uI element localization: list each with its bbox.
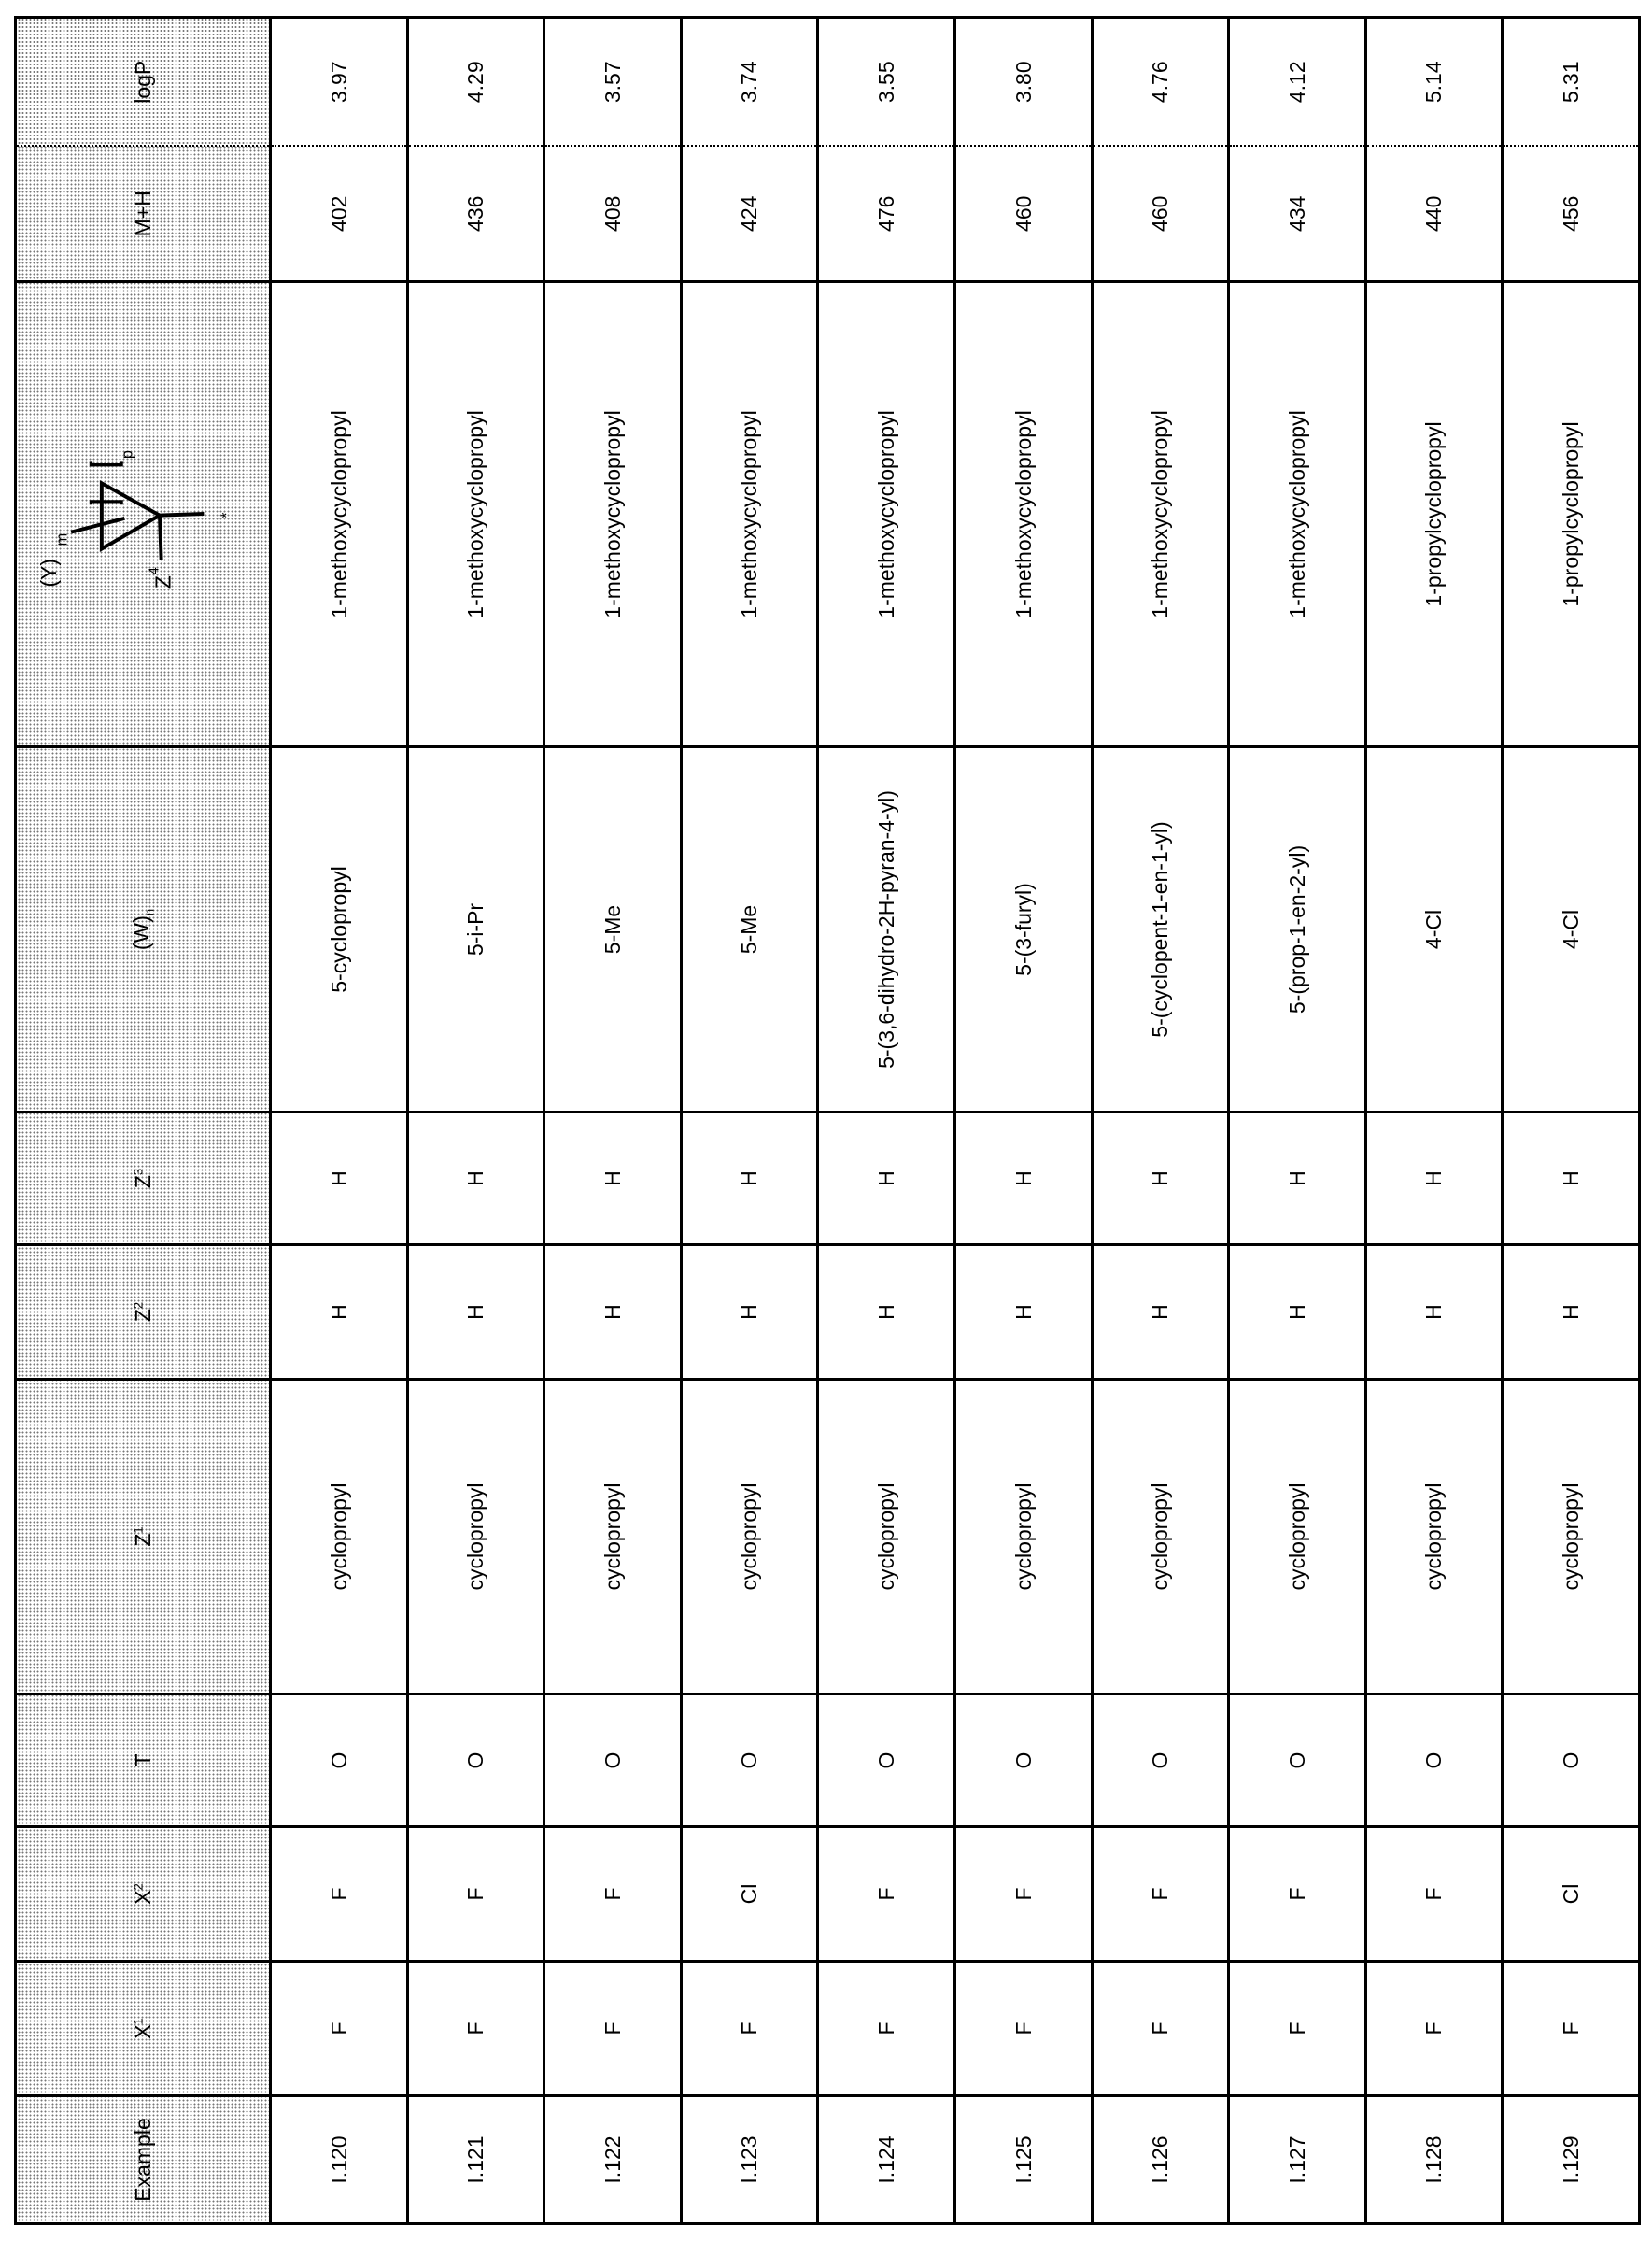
cell-z1: cyclopropyl (271, 1380, 408, 1695)
cell-y: 1-propylcyclopropyl (1365, 282, 1503, 747)
cell-mh: 434 (1229, 147, 1366, 282)
cell-logp: 5.31 (1503, 18, 1640, 147)
cell-z3: H (1229, 1113, 1366, 1245)
cell-z3: H (544, 1113, 682, 1245)
cell-logp: 4.76 (1092, 18, 1229, 147)
cell-z1: cyclopropyl (954, 1380, 1092, 1695)
cell-z2: H (954, 1245, 1092, 1380)
table-row (954, 18, 1092, 2224)
svg-text:m: m (53, 533, 70, 546)
cell-x2: F (271, 1827, 408, 1962)
cell-w: 5-cyclopropyl (271, 747, 408, 1113)
table-body (271, 18, 1640, 2224)
cell-z1: cyclopropyl (1229, 1380, 1366, 1695)
cell-logp: 3.57 (544, 18, 682, 147)
cell-x2: F (1365, 1827, 1503, 1962)
cell-x2: F (407, 1827, 544, 1962)
header-x1: X1 (16, 1962, 271, 2096)
cell-z2: H (818, 1245, 955, 1380)
table-row (1229, 18, 1366, 2224)
table-row (407, 18, 544, 2224)
cell-mh: 402 (271, 147, 408, 282)
cell-z1: cyclopropyl (407, 1380, 544, 1695)
cell-mh: 456 (1503, 147, 1640, 282)
table-row (544, 18, 682, 2224)
cell-mh: 460 (1092, 147, 1229, 282)
cell-z1: cyclopropyl (1503, 1380, 1640, 1695)
cell-x2: F (1229, 1827, 1366, 1962)
cell-logp: 3.55 (818, 18, 955, 147)
cell-example: I.122 (544, 2096, 682, 2224)
cell-logp: 4.29 (407, 18, 544, 147)
header-row (16, 18, 271, 2224)
cell-z1: cyclopropyl (1365, 1380, 1503, 1695)
cell-mh: 460 (954, 147, 1092, 282)
svg-text:p: p (120, 451, 136, 460)
header-z1: Z1 (16, 1380, 271, 1695)
cell-t: O (681, 1695, 818, 1827)
cell-y: 1-methoxycyclopropyl (1092, 282, 1229, 747)
cell-x1: F (1503, 1962, 1640, 2096)
cell-w: 5-(cyclopent-1-en-1-yl) (1092, 747, 1229, 1113)
cell-example: I.129 (1503, 2096, 1640, 2224)
cell-x1: F (1092, 1962, 1229, 2096)
cell-x2: F (544, 1827, 682, 1962)
cell-t: O (1229, 1695, 1366, 1827)
cell-x1: F (271, 1962, 408, 2096)
compound-table (14, 16, 1641, 2225)
cell-example: I.120 (271, 2096, 408, 2224)
cell-x1: F (544, 1962, 682, 2096)
cell-y: 1-methoxycyclopropyl (544, 282, 682, 747)
cell-t: O (954, 1695, 1092, 1827)
cell-x2: Cl (1503, 1827, 1640, 1962)
cell-logp: 4.12 (1229, 18, 1366, 147)
cell-x1: F (954, 1962, 1092, 2096)
cyclopropyl-structure-drawing (31, 435, 255, 594)
cell-z1: cyclopropyl (1092, 1380, 1229, 1695)
cell-z3: H (271, 1113, 408, 1245)
cell-z2: H (271, 1245, 408, 1380)
table-row (1092, 18, 1229, 2224)
cell-t: O (1365, 1695, 1503, 1827)
cell-logp: 5.14 (1365, 18, 1503, 147)
cell-z3: H (1365, 1113, 1503, 1245)
cell-example: I.121 (407, 2096, 544, 2224)
header-example: Example (16, 2096, 271, 2224)
cell-x2: Cl (681, 1827, 818, 1962)
cell-z3: H (1503, 1113, 1640, 1245)
svg-text:4: 4 (147, 568, 162, 575)
cell-mh: 424 (681, 147, 818, 282)
cell-w: 5-(3,6-dihydro-2H-pyran-4-yl) (818, 747, 955, 1113)
cell-z3: H (681, 1113, 818, 1245)
cell-y: 1-methoxycyclopropyl (1229, 282, 1366, 747)
cell-z2: H (1503, 1245, 1640, 1380)
cell-w: 5-(3-furyl) (954, 747, 1092, 1113)
cell-y: 1-methoxycyclopropyl (954, 282, 1092, 747)
cell-logp: 3.74 (681, 18, 818, 147)
cell-w: 5-Me (681, 747, 818, 1113)
table-row (271, 18, 408, 2224)
header-z3: Z3 (16, 1113, 271, 1245)
cell-w: 5-i-Pr (407, 747, 544, 1113)
cell-logp: 3.80 (954, 18, 1092, 147)
svg-text:*: * (219, 512, 235, 518)
rotated-table-container (14, 19, 1641, 2225)
cell-y: 1-propylcyclopropyl (1503, 282, 1640, 747)
cell-t: O (818, 1695, 955, 1827)
header-w: (W)n (16, 747, 271, 1113)
cell-z2: H (1092, 1245, 1229, 1380)
cell-z2: H (407, 1245, 544, 1380)
cell-x1: F (1229, 1962, 1366, 2096)
cell-w: 5-Me (544, 747, 682, 1113)
cell-w: 4-Cl (1365, 747, 1503, 1113)
header-mh: M+H (16, 147, 271, 282)
cell-example: I.126 (1092, 2096, 1229, 2224)
table-row (1503, 18, 1640, 2224)
cell-x1: F (681, 1962, 818, 2096)
cell-example: I.127 (1229, 2096, 1366, 2224)
cell-x2: F (1092, 1827, 1229, 1962)
cell-w: 4-Cl (1503, 747, 1640, 1113)
cell-z2: H (1229, 1245, 1366, 1380)
cell-x1: F (1365, 1962, 1503, 2096)
svg-text:Z: Z (150, 576, 175, 589)
cell-x1: F (407, 1962, 544, 2096)
cell-x1: F (818, 1962, 955, 2096)
table-row (818, 18, 955, 2224)
cell-x2: F (954, 1827, 1092, 1962)
cell-t: O (271, 1695, 408, 1827)
table-row (681, 18, 818, 2224)
cell-z2: H (544, 1245, 682, 1380)
cell-z1: cyclopropyl (544, 1380, 682, 1695)
cell-x2: F (818, 1827, 955, 1962)
cell-example: I.123 (681, 2096, 818, 2224)
cell-t: O (544, 1695, 682, 1827)
cell-y: 1-methoxycyclopropyl (271, 282, 408, 747)
cell-z3: H (954, 1113, 1092, 1245)
svg-text:(Y): (Y) (36, 559, 61, 588)
cell-mh: 408 (544, 147, 682, 282)
cell-logp: 3.97 (271, 18, 408, 147)
cell-example: I.125 (954, 2096, 1092, 2224)
cell-mh: 436 (407, 147, 544, 282)
header-t: T (16, 1695, 271, 1827)
cell-z1: cyclopropyl (818, 1380, 955, 1695)
cell-y: 1-methoxycyclopropyl (407, 282, 544, 747)
cell-mh: 440 (1365, 147, 1503, 282)
cell-example: I.128 (1365, 2096, 1503, 2224)
cell-t: O (1503, 1695, 1640, 1827)
header-z2: Z2 (16, 1245, 271, 1380)
cell-z3: H (407, 1113, 544, 1245)
cell-z3: H (818, 1113, 955, 1245)
cell-z2: H (681, 1245, 818, 1380)
cell-y: 1-methoxycyclopropyl (681, 282, 818, 747)
cell-w: 5-(prop-1-en-2-yl) (1229, 747, 1366, 1113)
cell-example: I.124 (818, 2096, 955, 2224)
cell-t: O (1092, 1695, 1229, 1827)
cell-z1: cyclopropyl (681, 1380, 818, 1695)
table-row (1365, 18, 1503, 2224)
cell-t: O (407, 1695, 544, 1827)
cell-z2: H (1365, 1245, 1503, 1380)
header-y-structure (16, 282, 271, 747)
cell-y: 1-methoxycyclopropyl (818, 282, 955, 747)
header-x2: X2 (16, 1827, 271, 1962)
cell-mh: 476 (818, 147, 955, 282)
header-logp: logP (16, 18, 271, 147)
cell-z3: H (1092, 1113, 1229, 1245)
